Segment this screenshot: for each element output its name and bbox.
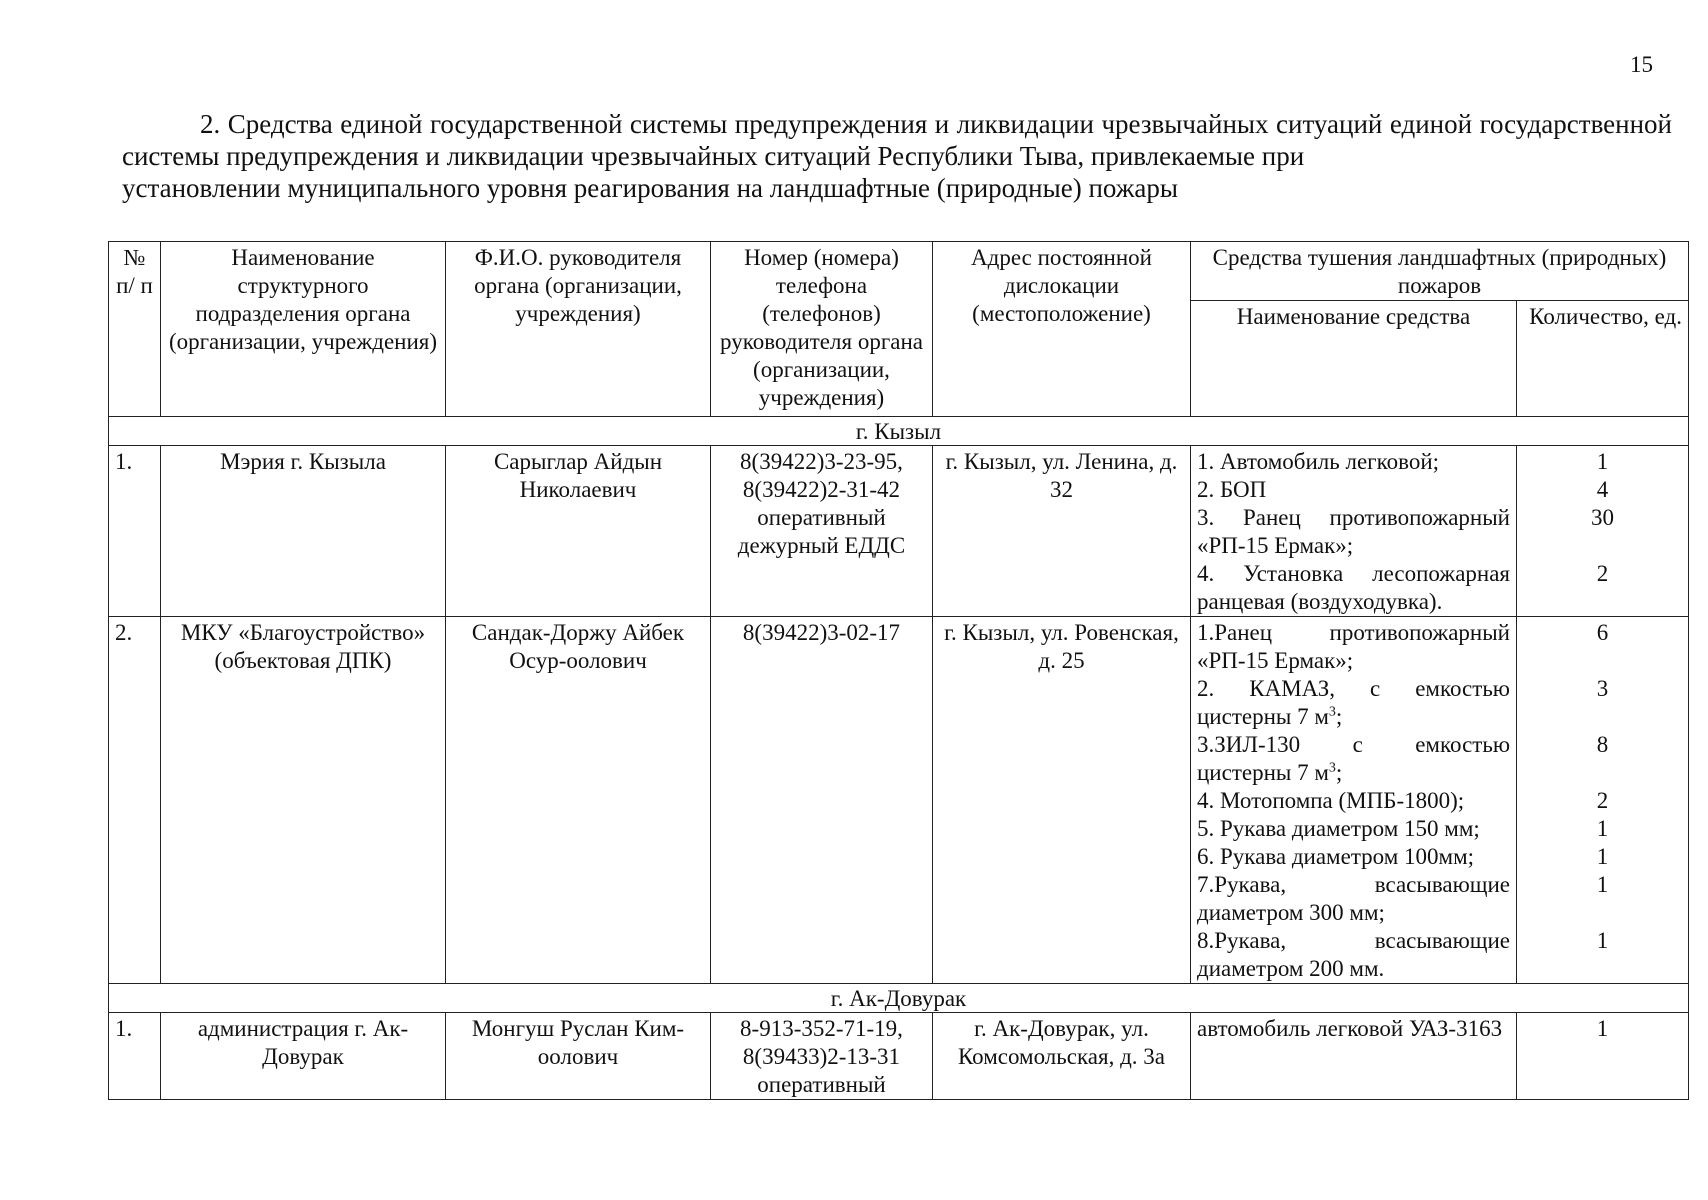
quantity-value: 1 (1596, 844, 1609, 869)
quantity-value: 2 (1596, 788, 1609, 813)
row-phone: 8-913-352-71-19, 8(39433)2-13-31 оперативный (711, 1013, 933, 1100)
means-item-text: 7.Рукава, всасывающие диаметром 300 мм; (1197, 872, 1510, 925)
city-group-title: г. Кызыл (109, 417, 1689, 446)
heading-line-1: 2. Средства единой государственной системы предупреждения и ликвидации чрезвычайных ситуаций единой государственной системы предупреждения и ликвидации чрезвычайных ситуаций Республики Тыва, привлекаемые при (122, 109, 1672, 171)
means-item-text: 2. КАМАЗ, с емкостью цистерны 7 м (1197, 676, 1510, 729)
means-item-text: 3. Ранец противопожарный «РП-15 Ермак»; (1197, 505, 1510, 558)
means-item-superscript: 3 (1328, 760, 1336, 776)
row-head: Монгуш Руслан Ким-оолович (446, 1013, 711, 1100)
row-head: Сарыглар Айдын Николаевич (446, 446, 711, 617)
quantity-value: 1 (1596, 872, 1609, 897)
means-item-text: 5. Рукава диаметром 150 мм; (1197, 816, 1480, 841)
header-quantity: Количество, ед. (1517, 301, 1689, 417)
means-item (1197, 504, 1510, 560)
row-quantities (1517, 617, 1689, 984)
table-row (109, 617, 1689, 984)
quantity-value: 3 (1596, 676, 1609, 701)
section-heading (122, 108, 1672, 204)
means-item-superscript: 3 (1328, 704, 1336, 720)
row-means (1191, 446, 1517, 617)
means-item-text: 3.ЗИЛ-130 с емкостью цистерны 7 м (1197, 732, 1510, 785)
row-means (1191, 617, 1517, 984)
quantity-value: 1 (1596, 1016, 1609, 1041)
means-item (1197, 843, 1510, 871)
quantity-value: 1 (1596, 449, 1609, 474)
means-item (1197, 787, 1510, 815)
row-address: г. Ак-Довурак, ул. Комсомольская, д. 3а (933, 1013, 1191, 1100)
means-item (1197, 476, 1510, 504)
means-item (1197, 731, 1510, 787)
city-group-row (109, 984, 1689, 1013)
means-item (1197, 560, 1510, 616)
means-item-tail: ; (1335, 760, 1343, 785)
quantity-value: 30 (1591, 505, 1614, 530)
means-item (1197, 871, 1510, 927)
quantity-value: 6 (1596, 620, 1609, 645)
header-num: № п/ п (109, 242, 161, 417)
means-item (1197, 815, 1510, 843)
means-item (1197, 448, 1510, 476)
header-head-name: Ф.И.О. руководителя органа (организации, учреждения) (446, 242, 711, 417)
table-header (109, 242, 1689, 417)
means-item-text: 4. Установка лесопожарная ранцевая (воздуходувка). (1197, 561, 1510, 614)
header-phone: Номер (номера) телефона (телефонов) руководителя органа (организации, учреждения) (711, 242, 933, 417)
means-item-text: 2. БОП (1197, 477, 1267, 502)
means-item (1197, 619, 1510, 675)
row-num: 2. (109, 617, 161, 984)
header-org-name: Наименование структурного подразделения органа (организации, учреждения) (161, 242, 446, 417)
city-group-row (109, 417, 1689, 446)
means-item-text: 8.Рукава, всасывающие диаметром 200 мм. (1197, 928, 1510, 981)
means-item (1197, 675, 1510, 731)
means-item-text: 1.Ранец противопожарный «РП-15 Ермак»; (1197, 620, 1510, 673)
header-address: Адрес постоянной дислокации (местоположение) (933, 242, 1191, 417)
fire-means-table (108, 241, 1689, 1100)
page-number: 15 (1630, 52, 1653, 77)
means-item-tail: ; (1335, 704, 1343, 729)
row-org: администрация г. Ак-Довурак (161, 1013, 446, 1100)
quantity-value: 2 (1596, 561, 1609, 586)
row-org: Мэрия г. Кызыла (161, 446, 446, 617)
means-item (1197, 927, 1510, 983)
row-org: МКУ «Благоустройство» (объектовая ДПК) (161, 617, 446, 984)
table-row (109, 446, 1689, 617)
row-address: г. Кызыл, ул. Ленина, д. 32 (933, 446, 1191, 617)
means-item-text: 4. Мотопомпа (МПБ-1800); (1197, 788, 1465, 813)
quantity-value: 8 (1596, 732, 1609, 757)
table-row (109, 1013, 1689, 1100)
row-address: г. Кызыл, ул. Ровенская, д. 25 (933, 617, 1191, 984)
table-body (109, 417, 1689, 1100)
means-item (1197, 1015, 1510, 1043)
means-item-text: 1. Автомобиль легковой; (1197, 449, 1440, 474)
row-num: 1. (109, 446, 161, 617)
header-means-name: Наименование средства (1191, 301, 1517, 417)
row-head: Сандак-Доржу Айбек Осур-оолович (446, 617, 711, 984)
quantity-value: 1 (1596, 928, 1609, 953)
row-phone: 8(39422)3-23-95, 8(39422)2-31-42 оперативный дежурный ЕДДС (711, 446, 933, 617)
row-num: 1. (109, 1013, 161, 1100)
means-item-text: 6. Рукава диаметром 100мм; (1197, 844, 1475, 869)
row-means (1191, 1013, 1517, 1100)
row-phone: 8(39422)3-02-17 (711, 617, 933, 984)
row-quantities (1517, 446, 1689, 617)
city-group-title: г. Ак-Довурак (109, 984, 1689, 1013)
quantity-value: 1 (1596, 816, 1609, 841)
header-means-group: Средства тушения ландшафтных (природных) пожаров (1191, 242, 1689, 301)
means-item-text: автомобиль легковой УАЗ-3163 (1197, 1016, 1503, 1041)
heading-line-2: установлении муниципального уровня реагирования на ландшафтные (природные) пожары (122, 173, 1179, 203)
quantity-value: 4 (1596, 477, 1609, 502)
row-quantities (1517, 1013, 1689, 1100)
